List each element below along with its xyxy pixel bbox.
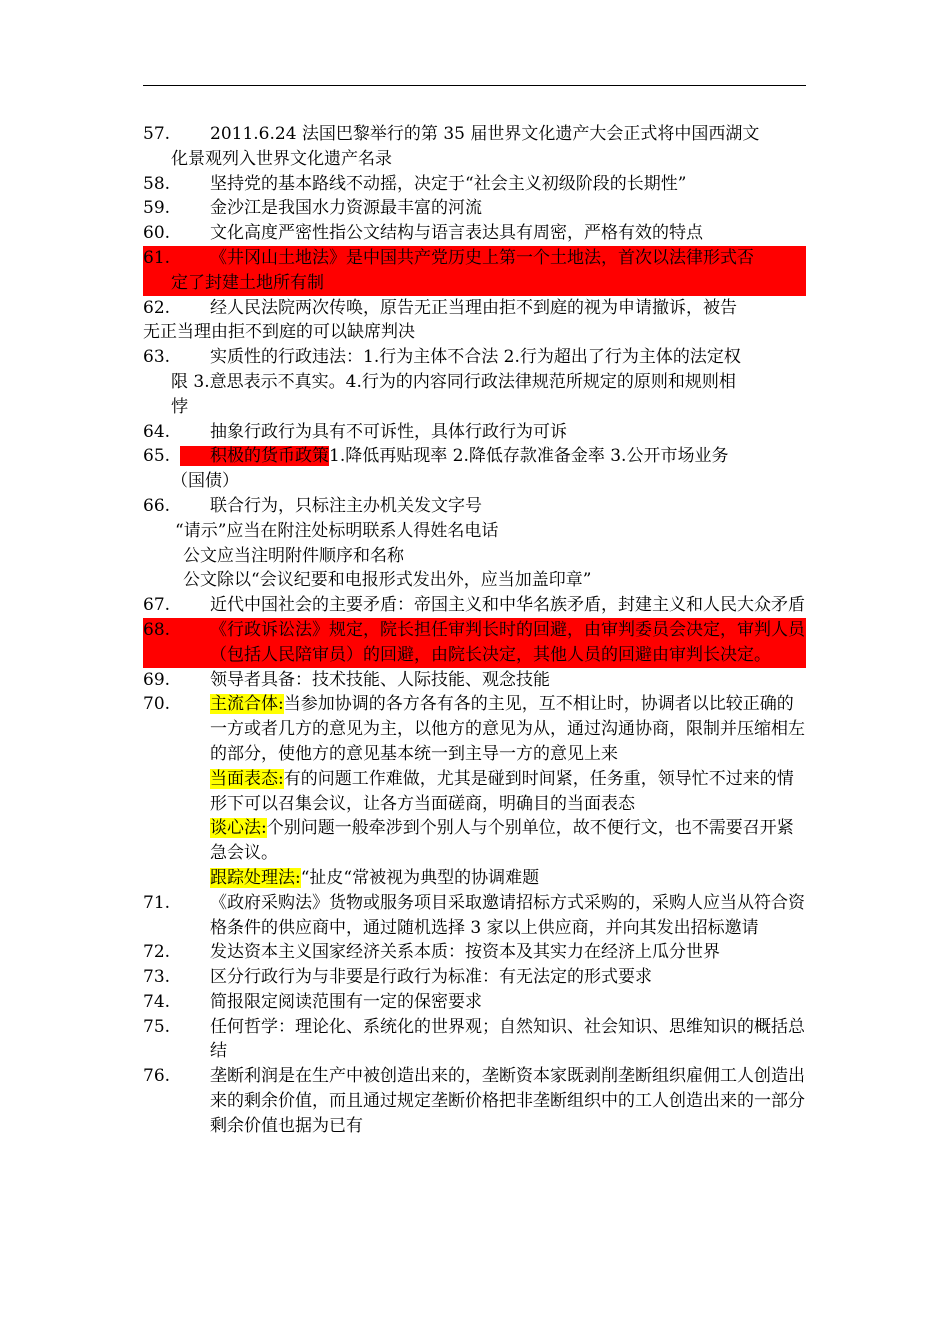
coordination-method-1	[210, 692, 806, 766]
list-item-67	[143, 593, 806, 618]
item-text: 《行政诉讼法》规定，院长担任审判长时的回避，由审判委员会决定，审判人员（包括人民陪审员）的回避，由院长决定，其他人员的回避由审判长决定。	[210, 619, 805, 665]
item-number: 63.	[143, 347, 171, 368]
list-item-62	[143, 296, 806, 346]
item-text-cont	[143, 271, 806, 296]
item-text: 金沙江是我国水力资源最丰富的河流	[210, 198, 482, 219]
item-text: 领导者具备：技术技能、人际技能、观念技能	[210, 669, 550, 690]
list-item-71	[143, 891, 806, 941]
item-text: 简报限定阅读范围有一定的保密要求	[210, 991, 482, 1012]
method-text: 当参加协调的各方各有各的主见，互不相让时，协调者以比较正确的一方或者几方的意见为主，以他方的意见为从，通过沟通协商，限制并压缩相左的部分，使他方的意见基本统一到主导一方的意见上来	[210, 694, 805, 764]
item-number: 70.	[143, 694, 171, 715]
item-number: 72.	[143, 942, 171, 963]
list-item-57	[143, 122, 806, 172]
item-text-cont-span: 定了封建土地所有制	[171, 272, 324, 293]
item-number: 69.	[143, 669, 171, 690]
list-item-60	[143, 221, 806, 246]
item-text-cont: 无正当理由拒不到庭的可以缺席判决	[143, 322, 415, 343]
item-number: 61.	[143, 247, 171, 268]
item-text-cont: 限 3.意思表示不真实。4.行为的内容同行政法律规范所规定的原则和规则相	[171, 371, 736, 392]
method-label: 跟踪处理法:	[210, 867, 301, 888]
list-item-58	[143, 172, 806, 197]
item-number: 71.	[143, 892, 171, 913]
list-item-69	[143, 668, 806, 693]
item-number: 68.	[143, 619, 171, 640]
document-body	[143, 122, 806, 1139]
sub-line: 公文应当注明附件顺序和名称	[183, 545, 404, 566]
item-text: 联合行为，只标注主办机关发文字号	[210, 495, 482, 516]
item-text: 任何哲学：理论化、系统化的世界观；自然知识、社会知识、思维知识的概括总结	[210, 1016, 805, 1062]
item-number: 57.	[143, 124, 171, 144]
item-text: 文化高度严密性指公文结构与语言表达具有周密，严格有效的特点	[210, 223, 703, 244]
list-item-64	[143, 420, 806, 445]
item-text: 发达资本主义国家经济关系本质：按资本及其实力在经济上瓜分世界	[210, 942, 720, 963]
method-text: “扯皮“常被视为典型的协调难题	[300, 867, 540, 888]
coordination-method-2	[210, 767, 806, 817]
method-label: 主流合体:	[210, 694, 284, 715]
method-text: 有的问题工作难做，尤其是碰到时间紧，任务重，领导忙不过来的情形下可以召集会议，让各方当面磋商，明确目的当面表态	[210, 768, 794, 814]
item-text-cont: 悖	[171, 396, 188, 417]
item-number: 58.	[143, 173, 171, 194]
item-number: 76.	[143, 1066, 171, 1087]
item-number: 64.	[143, 421, 171, 442]
list-item-59	[143, 196, 806, 221]
method-label: 当面表态:	[210, 768, 284, 789]
method-label: 谈心法:	[210, 818, 267, 839]
method-text: 个别问题一般牵涉到个别人与个别单位，故不便行文，也不需要召开紧急会议。	[210, 818, 794, 864]
list-item-70	[143, 692, 806, 890]
list-item-61-highlighted	[143, 246, 806, 296]
item-number: 62.	[143, 297, 171, 318]
item-number: 66.	[143, 495, 171, 516]
highlighted-term: 积极的货币政策	[180, 446, 329, 466]
item-text: 《政府采购法》货物或服务项目采取邀请招标方式采购的，采购人应当从符合资格条件的供应商中，通过随机选择 3 家以上供应商，并向其发出招标邀请	[210, 892, 805, 938]
list-item-73	[143, 965, 806, 990]
item-text: 坚持党的基本路线不动摇，决定于“社会主义初级阶段的长期性”	[210, 173, 687, 194]
item-text: 垄断利润是在生产中被创造出来的，垄断资本家既剥削垄断组织雇佣工人创造出来的剩余价值，而且通过规定垄断价格把非垄断组织中的工人创造出来的一部分剩余价值也据为已有	[210, 1066, 805, 1136]
coordination-method-4	[210, 866, 806, 891]
item-number: 67.	[143, 595, 171, 616]
item-text: 抽象行政行为具有不可诉性，具体行政行为可诉	[210, 421, 567, 442]
item-text: 区分行政行为与非要是行政行为标准：有无法定的形式要求	[210, 967, 652, 988]
item-text-cont: 化景观列入世界文化遗产名录	[171, 148, 392, 169]
item-text: 经人民法院两次传唤，原告无正当理由拒不到庭的视为申请撤诉，被告	[210, 297, 737, 318]
sub-line: “请示”应当在附注处标明联系人得姓名电话	[175, 520, 499, 541]
item-number: 75.	[143, 1016, 171, 1037]
item-text: 1.降低再贴现率 2.降低存款准备金率 3.公开市场业务	[329, 446, 729, 467]
item-number: 60.	[143, 223, 171, 244]
item-text-cont: （国债）	[171, 471, 239, 492]
list-item-74	[143, 990, 806, 1015]
list-item-65	[143, 444, 806, 494]
header-rule	[143, 85, 806, 86]
list-item-66	[143, 494, 806, 519]
item-text: 2011.6.24 法国巴黎举行的第 35 届世界文化遗产大会正式将中国西湖文	[210, 124, 760, 144]
item-text	[210, 692, 806, 890]
list-item-63	[143, 345, 806, 419]
item-text: 近代中国社会的主要矛盾：帝国主义和中华名族矛盾，封建主义和人民大众矛盾	[210, 595, 805, 616]
list-item-72	[143, 940, 806, 965]
sub-line: 公文除以“会议纪要和电报形式发出外，应当加盖印章”	[183, 570, 592, 591]
item-text: 《井冈山土地法》是中国共产党历史上第一个土地法，首次以法律形式否	[210, 247, 754, 268]
item-number: 65.	[143, 446, 171, 467]
item-number: 59.	[143, 198, 171, 219]
list-item-75	[143, 1015, 806, 1065]
coordination-method-3	[210, 816, 806, 866]
item-number: 74.	[143, 991, 171, 1012]
list-item-76	[143, 1064, 806, 1138]
item-text: 实质性的行政违法：1.行为主体不合法 2.行为超出了行为主体的法定权	[210, 347, 741, 368]
list-item-68-highlighted	[143, 618, 806, 668]
item-number: 73.	[143, 967, 171, 988]
